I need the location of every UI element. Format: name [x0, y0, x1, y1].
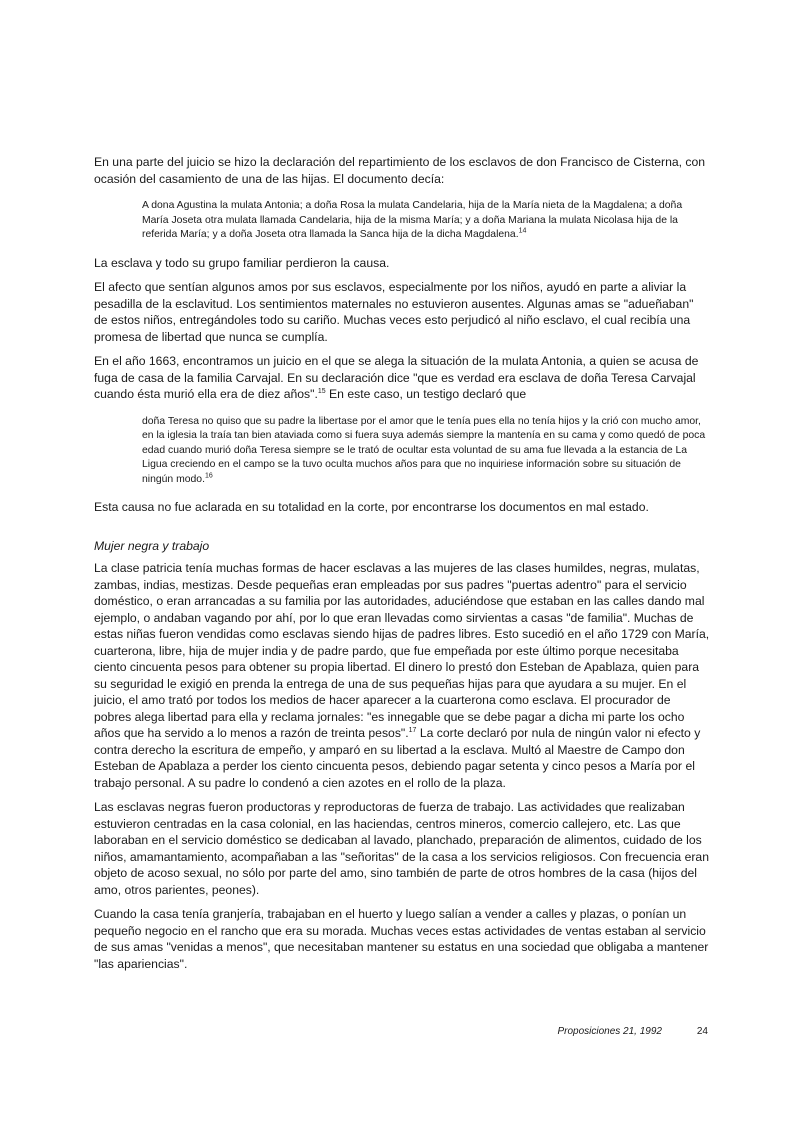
paragraph-6-text-a: La clase patricia tenía muchas formas de hacer esclavas a las mujeres de las clases humildes, negras, mulatas, zambas, indias, mestizas. Desde pequeñas eran empleadas por sus padres "puertas adentro" para el servicio doméstico, o eran arrancadas a su familia por las autoridades, aduciéndose que estaban en las calles dando mal ejemplo, o andaban vagando por ahí, por lo que eran llevadas como sirvientas a casas "de familia". Muchas de estas niñas fueron vendidas como esclavas siendo hijas de padres libres. Esto sucedió en el año 1729 con María, cuarterona, libre, hija de mujer india y de padre pardo, que fue empeñada por este último porque necesitaba ciento cincuenta pesos para obtener su propia libertad. El dinero lo prestó don Esteban de Apablaza, quien para su seguridad le exigió en prenda la entrega de una de sus pequeñas hijas para que ayudara a su mujer. En el juicio, el amo trató por todos los medios de hacer aparecer a la cuarterona como esclava. El procurador de pobres alega libertad para ella y reclama jornales: "es innegable que se debe pagar a dicha mi parte los ocho años que ha servido a lo menos a razón de treinta pesos". — [94, 561, 710, 740]
paragraph-5: Esta causa no fue aclarada en su totalidad en la corte, por encontrarse los documentos en mal estado. — [94, 500, 649, 514]
journal-citation: Proposiciones 21, 1992 — [557, 1026, 662, 1037]
quote-1-text: A dona Agustina la mulata Antonia; a doña Rosa la mulata Candelaria, hija de la María nieta de la Magdalena; a doña María Joseta otra mulata llamada Candelaria, hija de la misma María; y a doña Mariana la mulata Nicolasa hija de la referida María; y a doña Joseta otra llamada la Sanca hija de la dicha Magdalena. — [142, 200, 683, 240]
footnote-ref-14[interactable]: 14 — [518, 227, 527, 235]
footnote-ref-16[interactable]: 16 — [204, 472, 213, 480]
paragraph-6-text-b: La corte declaró por nula de ningún valor ni efecto y contra derecho la escritura de empeño, y amparó en su libertad a la esclava. Multó al Maestre de Campo don Esteban de Apablaza a perder los ciento cincuenta pesos, debiendo pagar setenta y cinco pesos a María por el trabajo personal. A su padre lo condenó a cien azotes en el rollo de la plaza. — [94, 726, 701, 790]
footnote-ref-15[interactable]: 15 — [317, 387, 326, 395]
page-body — [94, 154, 710, 980]
paragraph-4 — [94, 353, 710, 403]
block-quote-1 — [142, 199, 706, 243]
quote-2-text: doña Teresa no quiso que su padre la libertase por el amor que le tenía pues ella no tenía hijos y la crió con mucho amor, en la iglesia la traía tan bien ataviada como si fuera suya además siempre la mantenía en su cama y como quedó de poca edad cuando murió doña Teresa siempre se le trató de ocultar esta voluntad de su ama fue llevada a la estancia de La Ligua creciendo en el campo se la tuvo oculta muchos años para que no inquiriese información sobre su situación de ningún modo. — [142, 415, 706, 485]
paragraph-1: En una parte del juicio se hizo la declaración del repartimiento de los esclavos de don Francisco de Cisterna, con ocasión del casamiento de una de las hijas. El documento decía: — [94, 155, 706, 186]
paragraph-7: Las esclavas negras fueron productoras y reproductoras de fuerza de trabajo. Las actividades que realizaban estuvieron centradas en la casa colonial, en las haciendas, centros mineros, comercio callejero, etc. Las que laboraban en el servicio doméstico se dedicaban al lavado, planchado, preparación de alimentos, cuidado de los niños, amamantamiento, acompañaban a las "señoritas" de la casa a los servicios religiosos. Con frecuencia eran objeto de acoso sexual, no sólo por parte del amo, sino también de parte de otros hombres de la casa (hijos del amo, otros parientes, peones). — [94, 800, 709, 897]
paragraph-4-text-b: En este caso, un testigo declaró que — [325, 387, 527, 401]
paragraph-2: La esclava y todo su grupo familiar perdieron la causa. — [94, 255, 390, 270]
block-quote-2 — [142, 415, 706, 488]
page-number: 24 — [696, 1026, 708, 1037]
paragraph-8: Cuando la casa tenía granjería, trabajaban en el huerto y luego salían a vender a calles y plazas, o ponían un pequeño negocio en el rancho que era su morada. Muchas veces estas actividades de ventas estaban al servicio de sus amas "venidas a menos", que necesitaban mantener su estatus en una sociedad que obligaba a mantener "las apariencias". — [94, 907, 709, 971]
paragraph-6 — [94, 560, 710, 791]
paragraph-3: El afecto que sentían algunos amos por sus esclavos, especialmente por los niños, ayudó en parte a aliviar la pesadilla de la esclavitud. Los sentimientos maternales no estuvieron ausentes. Algunas amas se "adueñaban" de estos niños, entregándoles todo su cariño. Muchas veces esto perjudicó al niño esclavo, el cual recibía una promesa de libertad que nunca se cumplía. — [94, 280, 694, 344]
paragraph-4-text-a: En el año 1663, encontramos un juicio en el que se alega la situación de la mulata Antonia, a quien se acusa de fuga de casa de la familia Carvajal. En su declaración dice "que es verdad era esclava de doña Teresa Carvajal cuando ésta murió ella era de diez años". — [94, 354, 699, 401]
footnote-ref-17[interactable]: 17 — [408, 726, 417, 734]
section-heading: Mujer negra y trabajo — [94, 538, 210, 553]
